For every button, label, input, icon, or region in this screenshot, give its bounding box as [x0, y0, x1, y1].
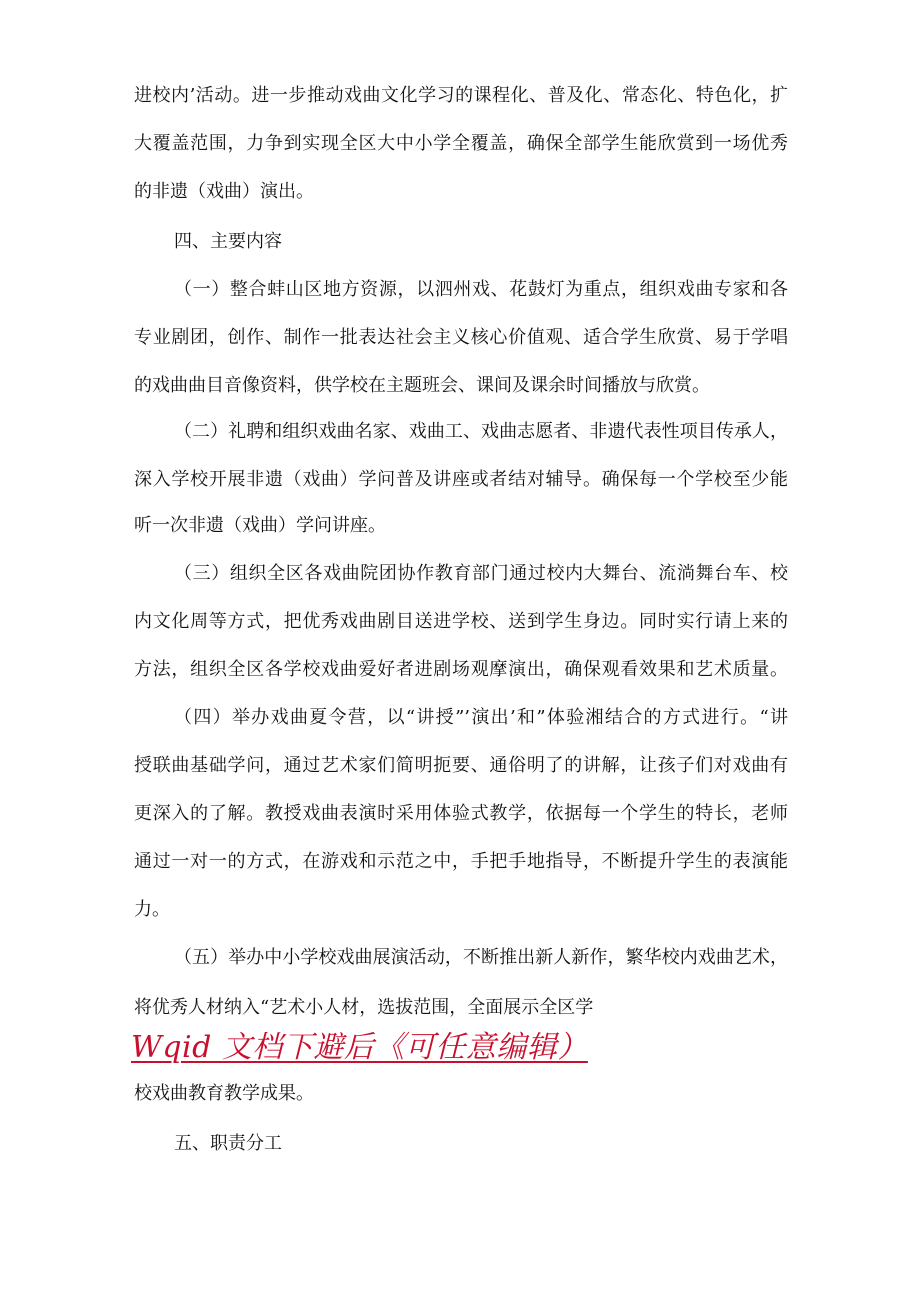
item-line: 授联曲基础学问，通过艺术家们简明扼要、通俗明了的讲解，让孩子们对戏曲有	[134, 755, 788, 776]
item-line: 校戏曲教育教学成果。	[134, 1083, 314, 1104]
item-line: 力。	[134, 899, 170, 920]
item-line: 将优秀人材纳入“艺术小人材，选拔范围，全面展示全区学	[134, 997, 594, 1018]
item-line: （三）组织全区各戏曲院团协作教育部门通过校内大舞台、流淌舞台车、校	[174, 563, 788, 584]
item-line: （二）礼聘和组织戏曲名家、戏曲工、戏曲志愿者、非遗代表性项目传承人，	[174, 421, 788, 442]
item-line: 深入学校开展非遗（戏曲）学问普及讲座或者结对辅导。确保每一个学校至少能	[134, 469, 788, 490]
paragraph-line: 大覆盖范围，力争到实现全区大中小学全覆盖，确保全部学生能欣赏到一场优秀	[134, 133, 788, 154]
paragraph-line: 进校内’活动。进一步推动戏曲文化学习的课程化、普及化、常态化、特色化，扩	[134, 85, 788, 106]
item-line: 方法，组织全区各学校戏曲爱好者进剧场观摩演出，确保观看效果和艺术质量。	[134, 659, 788, 680]
item-line: 专业剧团，创作、制作一批表达社会主义核心价值观、适合学生欣赏、易于学唱	[134, 327, 788, 348]
item-line: 更深入的了解。教授戏曲表演时采用体验式教学，依据每一个学生的特长，老师	[134, 803, 788, 824]
item-line: （五）举办中小学校戏曲展演活动，不断推出新人新作，繁华校内戏曲艺术，	[174, 947, 788, 968]
item-line: （一）整合蚌山区地方资源，以泗州戏、花鼓灯为重点，组织戏曲专家和各	[174, 279, 788, 300]
section-heading: 四、主要内容	[174, 231, 282, 252]
item-line: 的戏曲曲目音像资料，供学校在主题班会、课间及课余时间播放与欣赏。	[134, 375, 710, 396]
paragraph-line: 的非遗（戏曲）演出。	[134, 181, 314, 202]
item-line: 通过一对一的方式，在游戏和示范之中，手把手地指导，不断提升学生的表演能	[134, 851, 788, 872]
section-heading: 五、职责分工	[174, 1133, 282, 1154]
item-line: （四）举办戏曲夏令营，以“讲授”’演出’和”体验湘结合的方式进行。“讲	[174, 707, 788, 728]
watermark-text: Wqid 文档下避后《可任意编辑）	[131, 1030, 588, 1065]
item-line: 内文化周等方式，把优秀戏曲剧目送进学校、送到学生身边。同时实行请上来的	[134, 611, 788, 632]
item-line: 听一次非遗（戏曲）学问讲座。	[134, 515, 386, 536]
